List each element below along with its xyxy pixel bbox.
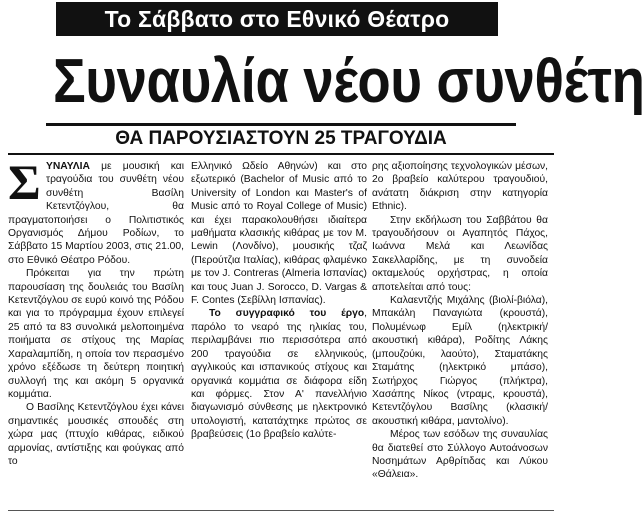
article-column-1	[8, 154, 184, 500]
paragraph: Ο Βασίλης Κετεντζόγλου έχει κάνει σημαντικές μουσικές σπουδές στη χώρα μας (πτυχίο κιθάρας, ειδικού αρμονίας, αντίστιξης και φούγκας από το	[8, 402, 184, 467]
kicker-text: Το Σάββατο στο Εθνικό Θέατρο	[104, 5, 450, 32]
paragraph: Στην εκδήλωση του Σαββάτου θα τραγουδήσουν οι Αγαπητός Πάχος, Ιωάννα Μελά και Λεωνίδας Σακελλαρίδης, με τη συνοδεία οκταμελούς ορχήστρας, η οποία αποτελείται από τους:	[372, 214, 548, 293]
article-column-2	[191, 160, 367, 500]
section-rule	[8, 153, 554, 155]
paragraph	[8, 154, 184, 267]
paragraph-text: , παρόλο το νεαρό της ηλικίας του, περιλαμβάνει πιο περισσότερα από 200 τραγούδια σε ελληνικούς, αγγλικούς και ισπανικούς στίχους και οργανικά κομμάτια σε διάφορα είδη και φόρμες. Στον Α' πανελλήνιο διαγωνισμό σύνθεσης με ηλεκτρονικό υπολογιστή, κατατάχτηκε πρώτος σε βραβεύσεις (1ο βραβείο καλύτε-	[191, 308, 367, 441]
paragraph: Πρόκειται για την πρώτη παρουσίαση της δουλειάς του Βασίλη Κετεντζόγλου σε ευρύ κοινό της Ρόδου και για το πρόγραμμα έχουν επιλεγεί 25 από τα 83 συνολικά μελοποιημένα ποιήματα σε στίχους της Μαρίας Χαραλαμπίδη, η οποία τον περασμένο χρόνο εξέδωσε τη δεύτερη ποιητική συλλογή της και ακόμη 5 οργανικά κομμάτια.	[8, 268, 184, 400]
lead-word: ΥΝΑΥΛΙΑ	[46, 161, 90, 172]
headline: Συναυλία νέου συνθέτη	[52, 47, 644, 116]
drop-cap: Σ	[8, 154, 41, 210]
paragraph	[191, 307, 367, 441]
article-column-3	[372, 160, 548, 500]
footer-rule	[8, 510, 554, 511]
kicker-banner	[56, 2, 498, 36]
paragraph-text: με μουσική και τραγούδια του συνθέτη νέου συνθέτη Βασίλη Κετεντζόγλου, θα πραγματοποιήσει ο Πολιτιστικός Οργανισμός Δήμου Ροδίων, το Σάββατο 15 Μαρτίου 2003, στις 21.00, στο Εθνικό Θέατρο Ρόδου.	[8, 161, 184, 266]
paragraph: Μέρος των εσόδων της συναυλίας θα διατεθεί στο Σύλλογο Αυτοάνοσων Νοσημάτων Αρθρίτιδας και Λύκου «Θάλεια».	[372, 429, 548, 481]
paragraph: Καλαεντζής Μιχάλης (βιολί-βιόλα), Μπακάλη Παναγιώτα (κρουστά), Πολυμένωφ Εμίλ (ηλεκτρική/ ακουστική κιθάρα), Ροδίτης Λάκης (μπουζούκι, λαούτο), Σταματάκης Σταμάτης (ηλεκτρικό μπάσο), Σωτήρχος Γιώργος (πλήκτρα), Χασάπης Νίκος (ντραμς, κρουστά), Κετεντζόγλου Βασίλης (κλασική/ ακουστική κιθάρα, μαντολίνο).	[372, 295, 548, 427]
bold-lead: Το συγγραφικό του έργο	[209, 308, 365, 320]
paragraph: Ελληνικό Ωδείο Αθηνών) και στο εξωτερικό (Bachelor of Music από το University of London και Master's of Music από το Royal College of Music) και έχει παρακολουθήσει ιδιαίτερα μαθήματα κλασικής κιθάρας με τον M. Lewin (Λονδίνο), μουσικής τζαζ (Περούτζια Ιταλίας), κιθάρας φλαμένκο με τον J. Contreras (Almeria Ισπανίας) και τους Juan J. Sorocco, D. Vargas & F. Contes (Σεβίλλη Ισπανίας).	[191, 161, 367, 307]
paragraph: ρης αξιοποίησης τεχνολογικών μέσων, 2ο βραβείο καλύτερου τραγουδιού, ανάτατη διάκριση στην κατηγορία Ethnic).	[372, 161, 548, 213]
subheadline: ΘΑ ΠΑΡΟΥΣΙΑΣΤΟΥΝ 25 ΤΡΑΓΟΥΔΙΑ	[115, 128, 447, 149]
